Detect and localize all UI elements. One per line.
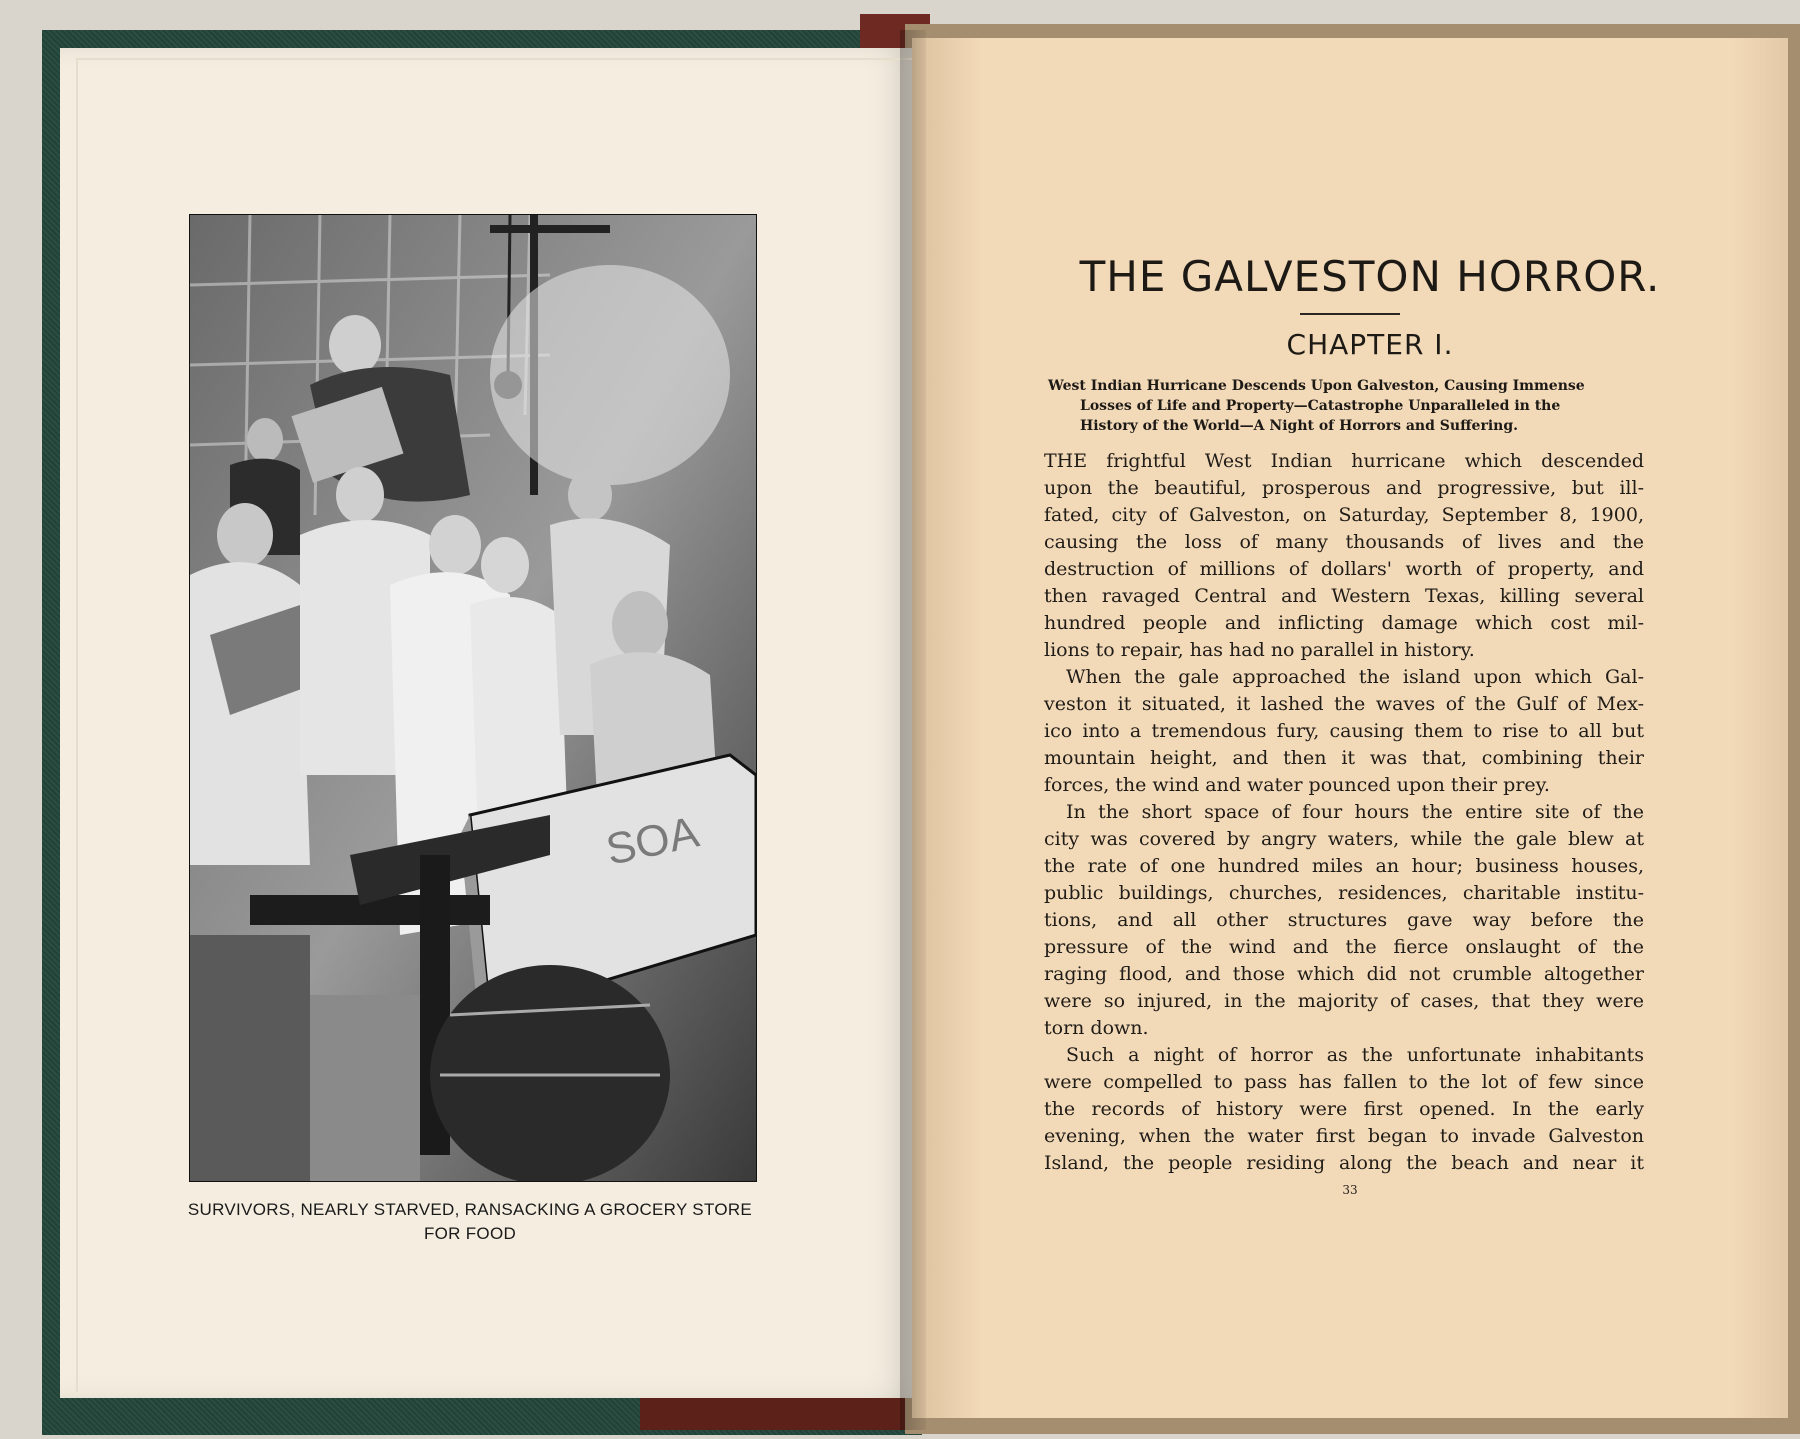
body-line: lions to repair, has had no parallel in history. (1044, 639, 1475, 661)
body-line: When the gale approached the island upon which Gal- (1066, 666, 1644, 688)
body-line: upon the beautiful, prosperous and progressive, but ill- (1044, 477, 1644, 499)
summary-line: History of the World—A Night of Horrors and Suffering. (1080, 418, 1518, 434)
grocery-store-illustration (190, 215, 756, 1181)
chapter-heading: CHAPTER I. (1286, 328, 1454, 361)
body-line: public buildings, churches, residences, charitable institu- (1044, 882, 1644, 904)
crate-label: SOA (601, 807, 703, 875)
illustration-caption (140, 1198, 800, 1246)
body-line: fated, city of Galveston, on Saturday, September 8, 1900, (1044, 504, 1644, 526)
illustration-plate (189, 214, 757, 1182)
body-line: torn down. (1044, 1017, 1149, 1039)
summary-line: West Indian Hurricane Descends Upon Galveston, Causing Immense (1048, 378, 1585, 394)
page-number: 33 (1342, 1183, 1358, 1197)
body-line: tions, and all other structures gave way before the (1044, 909, 1644, 931)
body-line: ico into a tremendous fury, causing them to rise to all but (1044, 720, 1644, 742)
body-line: the records of history were first opened. In the early (1044, 1098, 1644, 1120)
body-line: city was covered by angry waters, while the gale blew at (1044, 828, 1644, 850)
body-line: Such a night of horror as the unfortunate inhabitants (1066, 1044, 1644, 1066)
body-line: destruction of millions of dollars' worth of property, and (1044, 558, 1644, 580)
title-rule (1300, 313, 1400, 315)
caption-line-2: FOR FOOD (423, 1224, 517, 1243)
body-line: Island, the people residing along the beach and near it (1044, 1152, 1644, 1174)
body-line: mountain height, and then it was that, combining their (1044, 747, 1644, 769)
body-line: raging flood, and those which did not crumble altogether (1044, 963, 1644, 985)
body-line: In the short space of four hours the entire site of the (1066, 801, 1644, 823)
chapter-summary (1048, 376, 1644, 436)
body-line: hundred people and inflicting damage which cost mil- (1044, 612, 1644, 634)
body-line: THE frightful West Indian hurricane which descended (1044, 450, 1644, 472)
page-title: THE GALVESTON HORROR. (1079, 252, 1661, 301)
body-line: were so injured, in the majority of cases, that they were (1044, 990, 1644, 1012)
body-line: evening, when the water first began to invade Galveston (1044, 1125, 1644, 1147)
body-line: causing the loss of many thousands of lives and the (1044, 531, 1644, 553)
body-line: forces, the wind and water pounced upon their prey. (1044, 774, 1550, 796)
body-line: were compelled to pass has fallen to the lot of few since (1044, 1071, 1644, 1093)
body-line: veston it situated, it lashed the waves of the Gulf of Mex- (1044, 693, 1644, 715)
summary-line: Losses of Life and Property—Catastrophe Unparalleled in the (1080, 398, 1561, 414)
caption-line-1: SURVIVORS, NEARLY STARVED, RANSACKING A GROCERY STORE (187, 1200, 753, 1219)
body-line: the rate of one hundred miles an hour; business houses, (1044, 855, 1644, 877)
body-text (1044, 448, 1644, 1177)
body-line: pressure of the wind and the fierce onslaught of the (1044, 936, 1644, 958)
book-gutter (900, 30, 926, 1430)
body-line: then ravaged Central and Western Texas, killing several (1044, 585, 1644, 607)
